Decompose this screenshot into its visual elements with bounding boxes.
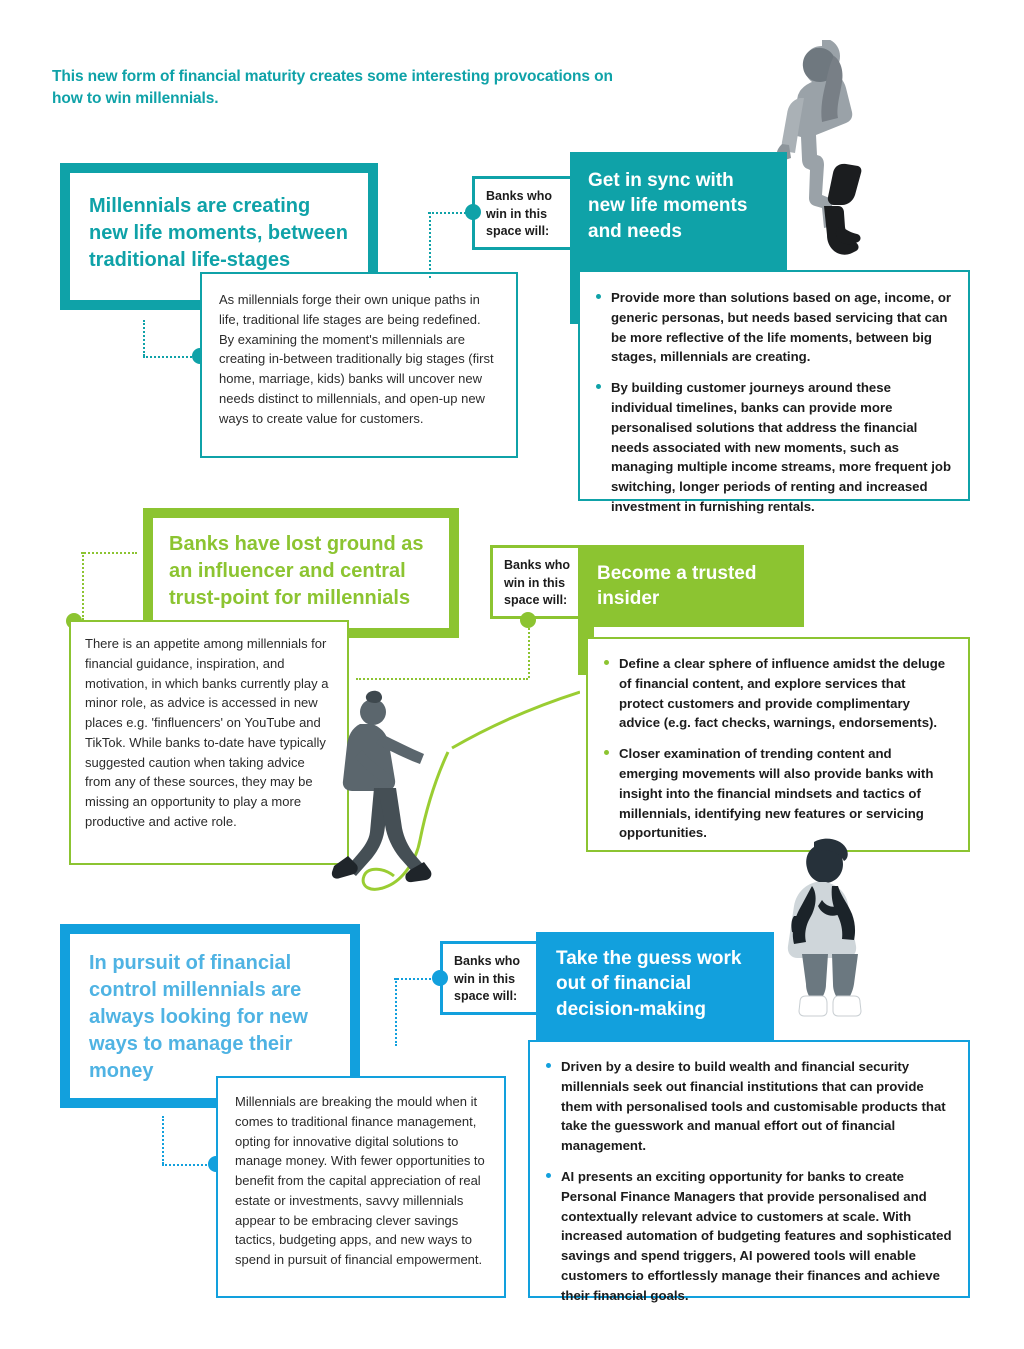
section-2-bullets-box: [586, 637, 970, 852]
section-2-bullet-1: Define a clear sphere of influence amidst the deluge of financial content, and explore services that protect customers and provide complimentary advice (e.g. fact checks, warnings, endorsements).: [619, 656, 946, 731]
section-2-heading: Banks have lost ground as an influencer and central trust-point for millennials: [169, 533, 424, 609]
section-3-solution-title: Take the guess work out of financial decision-making: [556, 948, 742, 1020]
section-2-tag-text: Banks who win in this space will:: [504, 558, 570, 607]
section-1-solution-title: Get in sync with new life moments and needs: [588, 170, 748, 242]
section-2-tag-connector-horizontal: [356, 678, 528, 680]
section-3-connector-vertical: [162, 1116, 164, 1164]
section-3-tag-box: [440, 941, 544, 1015]
section-3-solution-title-box: [536, 932, 774, 1040]
page-title-line-2: how to win millennials.: [52, 90, 219, 108]
section-1-tag-text: Banks who win in this space will:: [486, 189, 552, 238]
list-item: [604, 744, 952, 843]
section-1-heading: Millennials are creating new life moments, between traditional life-stages: [89, 195, 348, 271]
list-item: [546, 1057, 952, 1156]
section-1-connector-vertical: [143, 320, 145, 356]
page-title-line-1: This new form of financial maturity creates some interesting provocations on: [52, 68, 613, 85]
section-1-tag-connector-vertical: [429, 212, 431, 278]
section-2-connector-vertical: [82, 552, 84, 620]
list-item: [596, 288, 952, 367]
section-3-connector-horizontal: [162, 1164, 214, 1166]
man-sitting-on-box-figure: [786, 838, 886, 1018]
section-1-tag-connector-dot: [465, 204, 481, 220]
section-3-tag-connector-vertical: [395, 978, 397, 1046]
section-3-tag-text: Banks who win in this space will:: [454, 954, 520, 1003]
section-1-solution-title-box: [570, 152, 787, 270]
list-item: [546, 1167, 952, 1306]
section-3-body-box: [216, 1076, 506, 1298]
section-2-solution-title-box: [578, 545, 804, 627]
section-1-body-text: As millennials forge their own unique paths in life, traditional life stages are being redefined. By examining the moment's millennials are creating in-between traditionally big stages (first home, marriage, kids) banks will uncover new needs distinct to millennials, and open-up new ways to create value for customers.: [219, 292, 494, 426]
section-3-body-text: Millennials are breaking the mould when it comes to traditional finance management, opting for innovative digital solutions to manage money. With fewer opportunities to benefit from the capital appreciation of real estate or investments, savvy millennials appear to be embracing clever savings tactics, budgeting apps, and new ways to spend in pursuit of financial empowerment.: [235, 1094, 485, 1267]
section-2-heading-box: [143, 508, 459, 638]
section-3-tag-connector-dot: [432, 970, 448, 986]
section-2-tag-connector-vertical: [528, 620, 530, 678]
page-title: [52, 66, 742, 111]
section-1-body-box: [200, 272, 518, 458]
section-1-bullet-list: [596, 288, 952, 517]
list-item: [596, 378, 952, 517]
section-2-bullet-list: [604, 654, 952, 843]
section-2-connector-horizontal: [81, 552, 137, 554]
section-3-bullet-2: AI presents an exciting opportunity for banks to create Personal Finance Managers that provide personalised and contextually relevant advice to customers at scale. With increased automation of budgeting features and sophisticated savings and spend triggers, AI powered tools will enable customers to effortlessly manage their finances and achieve their financial goals.: [561, 1168, 952, 1303]
section-1-bullets-box: [578, 270, 970, 514]
section-3-heading: In pursuit of financial control millennials are always looking for new ways to manage their money: [89, 952, 308, 1082]
section-1-connector-horizontal: [143, 356, 199, 358]
section-2-body-text: There is an appetite among millennials for financial guidance, inspiration, and motivation, in which banks currently play a minor role, as advice is accessed in new places e.g. 'finfluencers' on YouTube and TikTok. While banks to-date have typically suggested caution when taking advice from any of these sources, they may be missing an opportunity to play a more productive and active role.: [85, 636, 329, 829]
section-1-bullet-2: By building customer journeys around these individual timelines, banks can provide more personalised solutions that address the financial needs associated with new moments, such as managing multiple income streams, more frequent job switching, longer periods of renting and increased investment in furnishing rentals.: [611, 380, 952, 514]
list-item: [604, 654, 952, 733]
section-1-bullet-1: Provide more than solutions based on age, income, or generic personas, but needs based servicing that can be more reflective of the life moments, between big stages, millennials are creating.: [611, 290, 952, 365]
section-2-solution-title: Become a trusted insider: [597, 563, 757, 610]
section-2-body-box: [69, 620, 349, 865]
section-1-tag-box: [472, 176, 576, 250]
section-2-bullet-2: Closer examination of trending content and emerging movements will also provide banks with insight into the financial mindsets and tactics of millennials, identifying new features or servicing opportunities.: [619, 746, 934, 841]
section-3-bullet-list: [546, 1057, 952, 1306]
section-3-bullet-1: Driven by a desire to build wealth and financial security millennials seek out financial institutions that can provide them with personalised tools and customisable products that take the guesswork and manual effort out of financial management.: [561, 1059, 946, 1154]
section-3-bullets-box: [528, 1040, 970, 1303]
woman-pulling-rope-figure: [330, 690, 580, 905]
